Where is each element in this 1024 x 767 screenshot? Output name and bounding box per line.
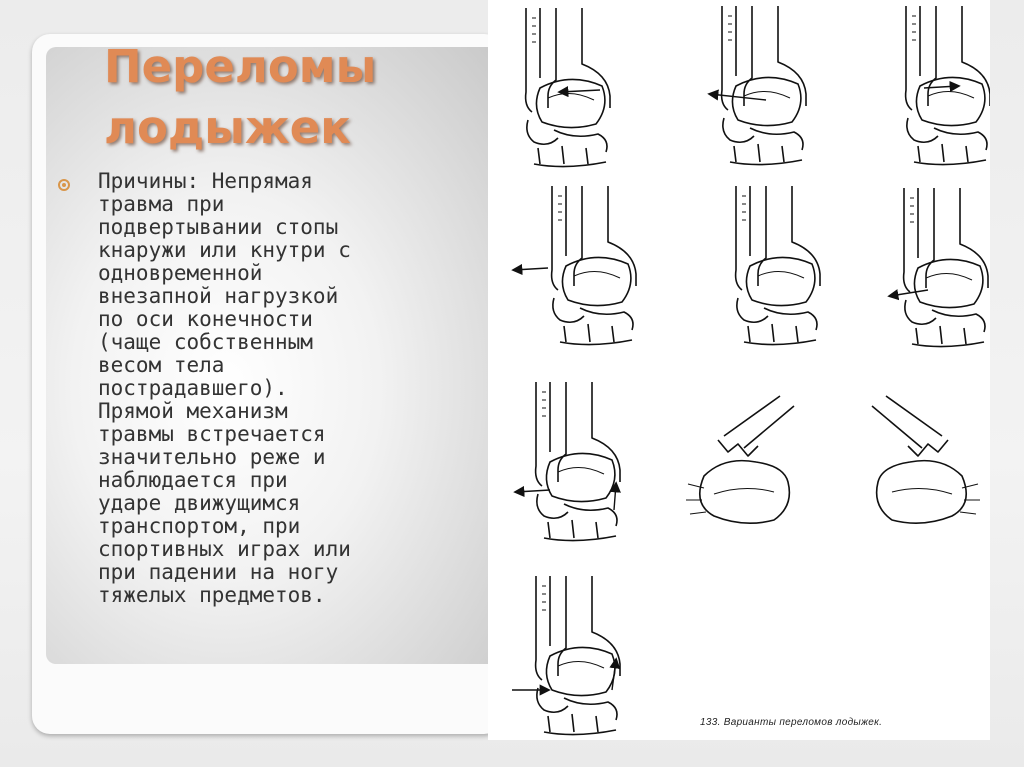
ankle-fracture-drawing-9 <box>872 396 980 523</box>
ankle-fracture-drawing-1 <box>526 8 610 167</box>
bullet-text: Причины: Непрямая травма при подвертывании стопы кнаружи или кнутри с одновременной внезапной нагрузкой по оси конечности (чаще собственным весом тела пострадавшего). Прямой механизм травмы встречается значительно реже и наблюдается при ударе движущимся транспортом, при спортивных играх или при падении на ногу тяжелых предметов. <box>98 169 351 607</box>
ankle-fracture-drawing-7 <box>516 382 620 541</box>
ankle-fracture-drawing-5 <box>736 186 820 345</box>
figure-caption: 133. Варианты переломов лодыжек. <box>700 717 883 728</box>
ankle-fracture-drawing-6 <box>890 188 988 347</box>
ankle-fractures-figure <box>488 0 990 740</box>
ankle-fracture-drawing-10 <box>512 576 620 735</box>
ankle-fracture-drawing-3 <box>906 6 990 165</box>
ankle-fracture-drawing-4 <box>514 186 636 345</box>
ankle-fracture-drawing-2 <box>710 6 806 165</box>
slide-title: Переломы лодыжек <box>104 40 377 154</box>
ankle-fracture-drawing-8 <box>686 396 794 523</box>
figure-canvas <box>488 0 990 740</box>
circle-bullet-icon <box>58 179 70 191</box>
